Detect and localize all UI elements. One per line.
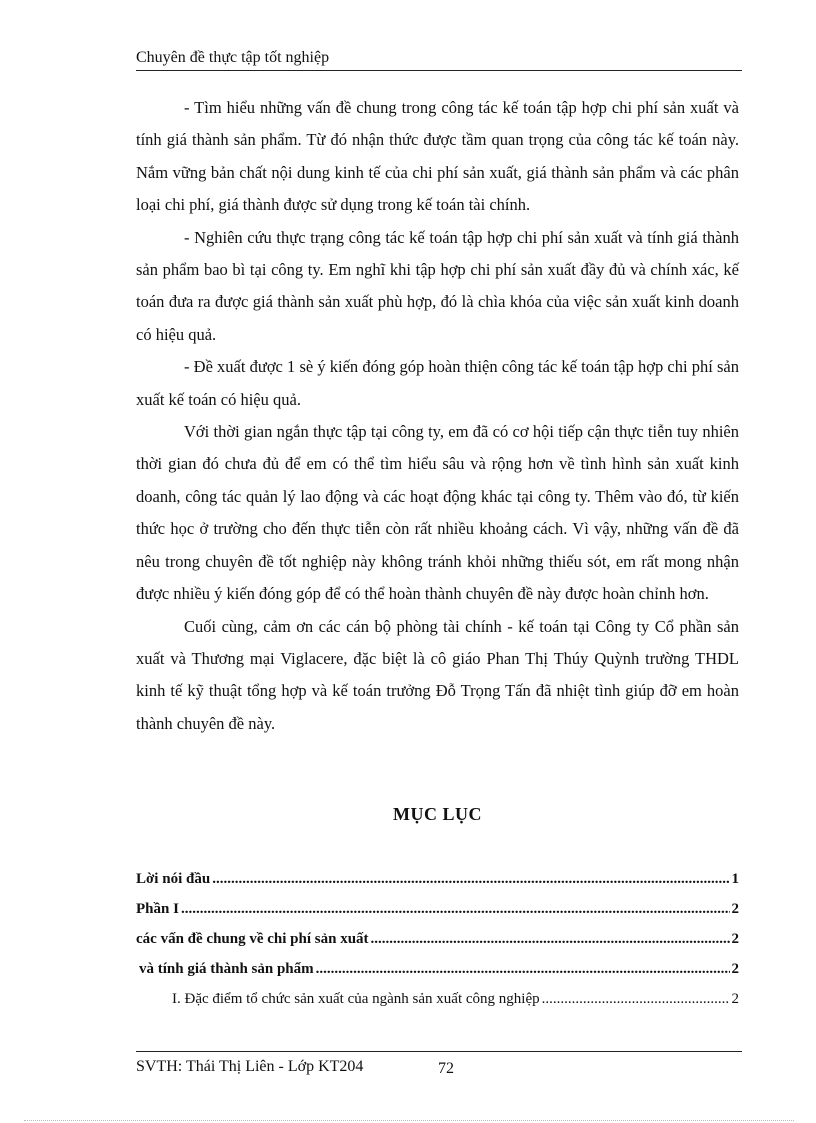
paragraph-objective-2: - Nghiên cứu thực trạng công tác kế toán tập hợp chi phí sản xuất và tính giá thành sản phẩm bao bì tại công ty. Em nghĩ khi tập hợp chi phí sản xuất đầy đủ và chính xác, kế toán đưa ra được giá thành sản xuất phù hợp, đó là chìa khóa của việc sản xuất kinh doanh có hiệu quả. <box>136 227 739 344</box>
toc-entry-label: Lời nói đầu <box>136 871 211 887</box>
toc-entry-page: 1 <box>731 871 739 887</box>
toc-entry-label: và tính giá thành sản phẩm <box>139 961 314 977</box>
toc-entry-van-de-chung[interactable] <box>136 924 739 954</box>
page-header <box>136 49 742 71</box>
footer-divider <box>136 1051 742 1052</box>
toc-entry-label: I. Đặc điểm tổ chức sản xuất của ngành sản xuất công nghiệp <box>172 991 540 1007</box>
toc-entry-gia-thanh[interactable] <box>136 954 739 984</box>
toc-dot-leader <box>212 864 729 894</box>
toc-dot-leader <box>542 984 730 1014</box>
table-of-contents <box>136 864 739 1014</box>
header-title: Chuyên đề thực tập tốt nghiệp <box>136 49 330 66</box>
toc-title: MỤC LỤC <box>393 804 482 824</box>
body-text <box>136 92 739 740</box>
toc-entry-loi-noi-dau[interactable] <box>136 864 739 894</box>
page-number: 72 <box>438 1060 454 1077</box>
toc-entry-dac-diem[interactable] <box>136 984 739 1014</box>
toc-dot-leader <box>316 954 730 984</box>
paragraph-thanks: Cuối cùng, cảm ơn các cán bộ phòng tài chính - kế toán tại Công ty Cổ phần sản xuất và Thương mại Viglacere, đặc biệt là cô giáo Phan Thị Thúy Quỳnh trường THDL kinh tế kỹ thuật tổng hợp và kế toán trưởng Đỗ Trọng Tấn đã nhiệt tình giúp đỡ em hoàn thành chuyên đề này. <box>136 616 739 733</box>
footer-author: SVTH: Thái Thị Liên - Lớp KT204 <box>136 1058 364 1075</box>
toc-entry-page: 2 <box>731 931 739 947</box>
toc-dot-leader <box>371 924 730 954</box>
page-edge-divider <box>24 1120 794 1121</box>
toc-entry-page: 2 <box>731 961 739 977</box>
toc-entry-phan-1[interactable] <box>136 894 739 924</box>
toc-entry-page: 2 <box>731 901 739 917</box>
paragraph-limitations: Với thời gian ngắn thực tập tại công ty, em đã có cơ hội tiếp cận thực tiễn tuy nhiên thời gian đó chưa đủ để em có thể tìm hiểu sâu và rộng hơn về tình hình sản xuất kinh doanh, công tác quản lý lao động và các hoạt động khác tại công ty. Thêm vào đó, từ kiến thức học ở trường cho đến thực tiễn còn rất nhiều khoảng cách. Vì vậy, những vấn đề đã nêu trong chuyên đề tốt nghiệp này không tránh khỏi những thiếu sót, em rất mong nhận được nhiều ý kiến đóng góp để có thể hoàn thành chuyên đề này được hoàn chỉnh hơn. <box>136 422 739 604</box>
toc-entry-label: Phần I <box>136 901 179 917</box>
paragraph-objective-1: - Tìm hiểu những vấn đề chung trong công tác kế toán tập hợp chi phí sản xuất và tính giá thành sản phẩm. Từ đó nhận thức được tầm quan trọng của công tác kế toán này. Nắm vững bản chất nội dung kinh tế của chi phí sản xuất, giá thành sản phẩm và các phân loại chi phí, giá thành được sử dụng trong kế toán tài chính. <box>136 98 739 215</box>
toc-entry-page: 2 <box>731 991 739 1007</box>
toc-dot-leader <box>181 894 730 924</box>
paragraph-objective-3: - Đề xuất được 1 sè ý kiến đóng góp hoàn thiện công tác kế toán tập hợp chi phí sản xuất kế toán có hiệu quả. <box>136 357 739 409</box>
toc-entry-label: các vấn đề chung về chi phí sản xuất <box>136 931 369 947</box>
